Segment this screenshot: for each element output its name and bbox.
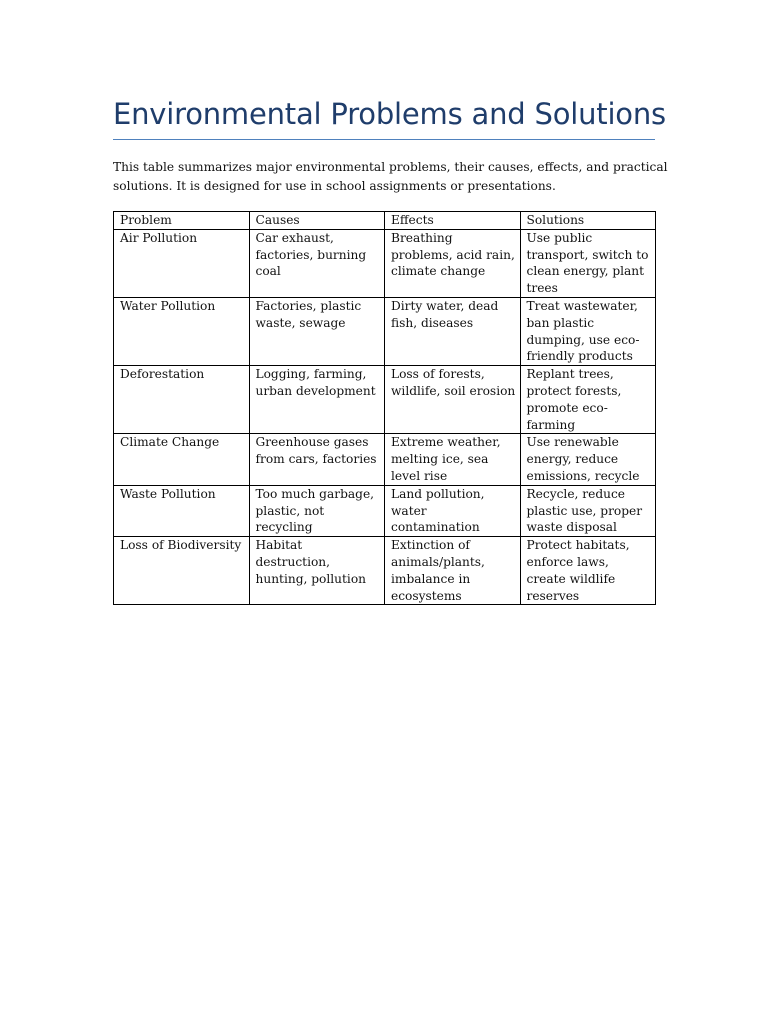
cell-problem: Loss of Biodiversity [114, 537, 250, 605]
intro-paragraph: This table summarizes major environmental problems, their causes, effects, and practical solutions. It is designed for use in school assignments or presentations. [113, 160, 668, 193]
header-effects: Effects [385, 212, 521, 230]
cell-causes: Factories, plastic waste, sewage [249, 297, 385, 365]
cell-solutions: Replant trees, protect forests, promote eco-farming [520, 366, 656, 434]
environment-table [113, 211, 656, 605]
table-row [114, 485, 656, 536]
cell-solutions: Use public transport, switch to clean energy, plant trees [520, 229, 656, 297]
cell-problem: Waste Pollution [114, 485, 250, 536]
cell-causes: Greenhouse gases from cars, factories [249, 434, 385, 485]
cell-solutions: Recycle, reduce plastic use, proper waste disposal [520, 485, 656, 536]
cell-causes: Habitat destruction, hunting, pollution [249, 537, 385, 605]
cell-effects: Loss of forests, wildlife, soil erosion [385, 366, 521, 434]
cell-causes: Too much garbage, plastic, not recycling [249, 485, 385, 536]
table-row [114, 366, 656, 434]
cell-effects: Dirty water, dead fish, diseases [385, 297, 521, 365]
cell-problem: Climate Change [114, 434, 250, 485]
title-underline [113, 139, 655, 140]
cell-effects: Extreme weather, melting ice, sea level rise [385, 434, 521, 485]
cell-problem: Air Pollution [114, 229, 250, 297]
cell-effects: Extinction of animals/plants, imbalance in ecosystems [385, 537, 521, 605]
cell-solutions: Protect habitats, enforce laws, create wildlife reserves [520, 537, 656, 605]
cell-causes: Logging, farming, urban development [249, 366, 385, 434]
cell-solutions: Treat wastewater, ban plastic dumping, use eco-friendly products [520, 297, 656, 365]
cell-causes: Car exhaust, factories, burning coal [249, 229, 385, 297]
cell-solutions: Use renewable energy, reduce emissions, recycle [520, 434, 656, 485]
header-problem: Problem [114, 212, 250, 230]
table-row [114, 297, 656, 365]
table-header-row [114, 212, 656, 230]
header-solutions: Solutions [520, 212, 656, 230]
cell-problem: Water Pollution [114, 297, 250, 365]
table-row [114, 434, 656, 485]
table-row [114, 537, 656, 605]
page-title: Environmental Problems and Solutions [113, 97, 666, 131]
cell-effects: Breathing problems, acid rain, climate change [385, 229, 521, 297]
cell-effects: Land pollution, water contamination [385, 485, 521, 536]
table-row [114, 229, 656, 297]
header-causes: Causes [249, 212, 385, 230]
cell-problem: Deforestation [114, 366, 250, 434]
